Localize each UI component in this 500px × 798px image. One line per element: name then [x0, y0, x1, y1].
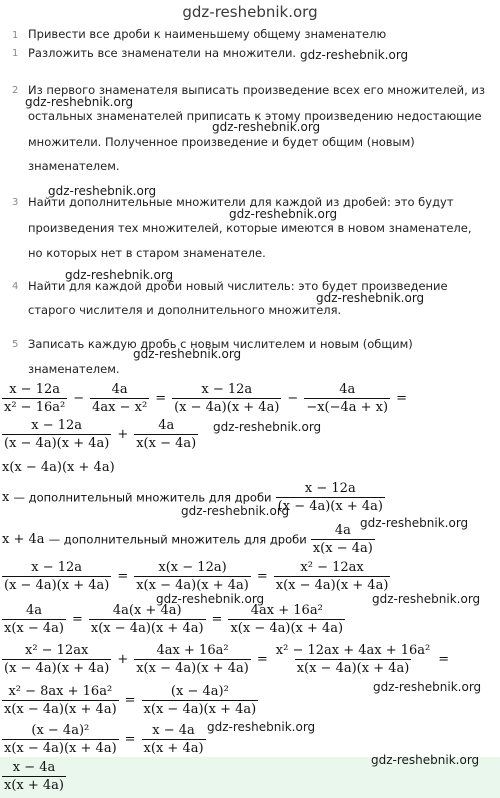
multiplier-row-1: x — дополнительный множитель для дроби $\frac{x - 12a}{(x - 4a)(x + 4a)}$: [2, 481, 383, 514]
step-text: но которых нет в старом знаменателе.: [28, 246, 266, 260]
step-text: Разложить все знаменатели на множители.: [28, 46, 297, 60]
fraction: $\frac{4a}{x(x - 4a)}$: [312, 523, 373, 556]
fraction: $\frac{x - 4a}{x(x + 4a)}$: [143, 723, 204, 756]
fraction: $\frac{x(x - 12a)}{x(x - 4a)(x + 4a)}$: [136, 560, 249, 593]
step-text: Привести все дроби к наименьшему общему знаменателю: [28, 27, 387, 41]
fraction: $\frac{\text{x² − 12ax}}{(x - 4a)(x + 4a)}$: [4, 643, 110, 676]
watermark: gdz-reshebnik.org: [360, 516, 469, 530]
step-text: остальных знаменателей приписать к этому произведению недостающие: [28, 109, 482, 123]
fraction: $\frac{x - 12a}{(x - 4a)(x + 4a)}$: [277, 481, 383, 514]
answer: [2, 760, 66, 793]
step-text: Найти для каждой дроби новый числитель: это будет произведение: [28, 279, 448, 293]
equation-row-2: $\frac{x - 12a}{(x - 4a)(x + 4a)}$ + $\frac{4a}{x(x - 4a)}$: [4, 418, 197, 451]
fraction: $\frac{x - 4a}{x(x + 4a)}$: [4, 760, 64, 793]
watermark: gdz-reshebnik.org: [207, 720, 316, 734]
fraction: $\frac{\text{x² − 8ax + 16a²}}{x(x - 4a)(x + 4a)}$: [4, 684, 117, 717]
step-text: старого числителя и дополнительного множителя.: [28, 303, 342, 317]
fraction: $\frac{4a(x + 4a)}{x(x - 4a)(x + 4a)}$: [90, 603, 204, 636]
watermark: gdz-reshebnik.org: [65, 268, 174, 282]
fraction: $\frac{x - 12a}{(x - 4a)(x + 4a)}$: [4, 418, 110, 451]
fraction: $\frac{4a}{\text{4ax − x²}}$: [92, 382, 148, 415]
watermark: gdz-reshebnik.org: [373, 680, 482, 694]
watermark: gdz-reshebnik.org: [300, 48, 409, 62]
step-text: произведения тех множителей, которые имеются в новом знаменателе,: [28, 221, 472, 235]
fraction: $\frac{x - 12a}{(x - 4a)(x + 4a)}$: [174, 382, 280, 415]
multiplier-row-2: x + 4a — дополнительный множитель для дроби $\frac{4a}{x(x - 4a)}$: [2, 523, 373, 556]
watermark: gdz-reshebnik.org: [371, 753, 480, 767]
step-number: 2: [12, 85, 19, 96]
equation-row-3: $\frac{x - 12a}{(x - 4a)(x + 4a)}$ = $\frac{x(x - 12a)}{x(x - 4a)(x + 4a)}$ = $\frac{\text{x² − 12ax}}{x(x - 4a)(x + 4a)}$: [4, 560, 389, 593]
watermark: gdz-reshebnik.org: [133, 347, 242, 361]
step-number: 1: [12, 30, 19, 41]
watermark: gdz-reshebnik.org: [372, 592, 481, 606]
equation-row-1: $\frac{x - 12a}{\text{x² − 16a²}}$ − $\frac{4a}{\text{4ax − x²}}$ = $\frac{x - 12a}{(x - 4a)(x + 4a)}$ − $\frac{4a}{-x(-4a + x)}$ =: [4, 382, 407, 415]
step-number: 5: [12, 339, 19, 350]
fraction: $\frac{\text{4ax + 16a²}}{x(x - 4a)(x + 4a)}$: [230, 603, 344, 636]
watermark: gdz-reshebnik.org: [212, 120, 321, 134]
step-text: множители. Полученное произведение и будет общим (новым): [28, 135, 415, 149]
common-denominator: x(x − 4a)(x + 4a): [2, 460, 115, 475]
equation-row-5: $\frac{\text{x² − 12ax}}{(x - 4a)(x + 4a)}$ + $\frac{\text{4ax + 16a²}}{x(x - 4a)(x + 4a)}$ = $\frac{\text{x² − 12ax + 4ax + 16a²}}{x(x - 4a)(x + 4a)}$ =: [4, 643, 450, 676]
watermark: gdz-reshebnik.org: [48, 184, 157, 198]
fraction: $\frac{\text{x² − 12ax + 4ax + 16a²}}{x(x - 4a)(x + 4a)}$: [275, 643, 431, 676]
watermark: gdz-reshebnik.org: [181, 504, 290, 518]
step-number: 1: [12, 48, 19, 59]
step-text: Найти дополнительные множители для каждой из дробей: это будут: [28, 195, 454, 209]
fraction: $\frac{4a}{-x(-4a + x)}$: [306, 382, 389, 415]
fraction: $\frac{\text{(x − 4a)²}}{x(x - 4a)(x + 4a)}$: [4, 723, 117, 756]
fraction: $\frac{4a}{x(x - 4a)}$: [136, 418, 197, 451]
watermark: gdz-reshebnik.org: [25, 95, 134, 109]
fraction: $\frac{4a}{x(x - 4a)}$: [4, 603, 64, 636]
fraction: $\frac{\text{x² − 12ax}}{x(x - 4a)(x + 4a)}$: [275, 560, 389, 593]
site-title: gdz-reshebnik.org: [182, 3, 318, 21]
watermark: gdz-reshebnik.org: [229, 207, 338, 221]
watermark: gdz-reshebnik.org: [156, 592, 265, 606]
equation-row-4: $\frac{4a}{x(x - 4a)}$ = $\frac{4a(x + 4a)}{x(x - 4a)(x + 4a)}$ = $\frac{\text{4ax + 16a²}}{x(x - 4a)(x + 4a)}$: [4, 603, 344, 636]
step-text: Записать каждую дробь с новым числителем и новым (общим): [28, 337, 413, 351]
step-number: 4: [12, 281, 19, 292]
watermark: gdz-reshebnik.org: [316, 291, 425, 305]
fraction: $\frac{\text{(x − 4a)²}}{x(x - 4a)(x + 4a)}$: [143, 684, 257, 717]
equation-row-7: $\frac{\text{(x − 4a)²}}{x(x - 4a)(x + 4a)}$ = $\frac{x - 4a}{x(x + 4a)}$: [4, 723, 204, 756]
watermark: gdz-reshebnik.org: [213, 420, 322, 434]
equation-row-6: $\frac{\text{x² − 8ax + 16a²}}{x(x - 4a)(x + 4a)}$ = $\frac{\text{(x − 4a)²}}{x(x - 4a)(x + 4a)}$: [4, 684, 257, 717]
fraction: $\frac{x - 12a}{\text{x² − 16a²}}$: [4, 382, 66, 415]
step-text: знаменателем.: [28, 159, 120, 173]
fraction: $\frac{\text{4ax + 16a²}}{x(x - 4a)(x + 4a)}$: [136, 643, 249, 676]
step-text: Из первого знаменателя выписать произведение всех его множителей, из: [28, 83, 485, 97]
step-text: знаменателем.: [28, 362, 120, 376]
fraction: $\frac{x - 12a}{(x - 4a)(x + 4a)}$: [4, 560, 110, 593]
step-number: 3: [12, 197, 19, 208]
